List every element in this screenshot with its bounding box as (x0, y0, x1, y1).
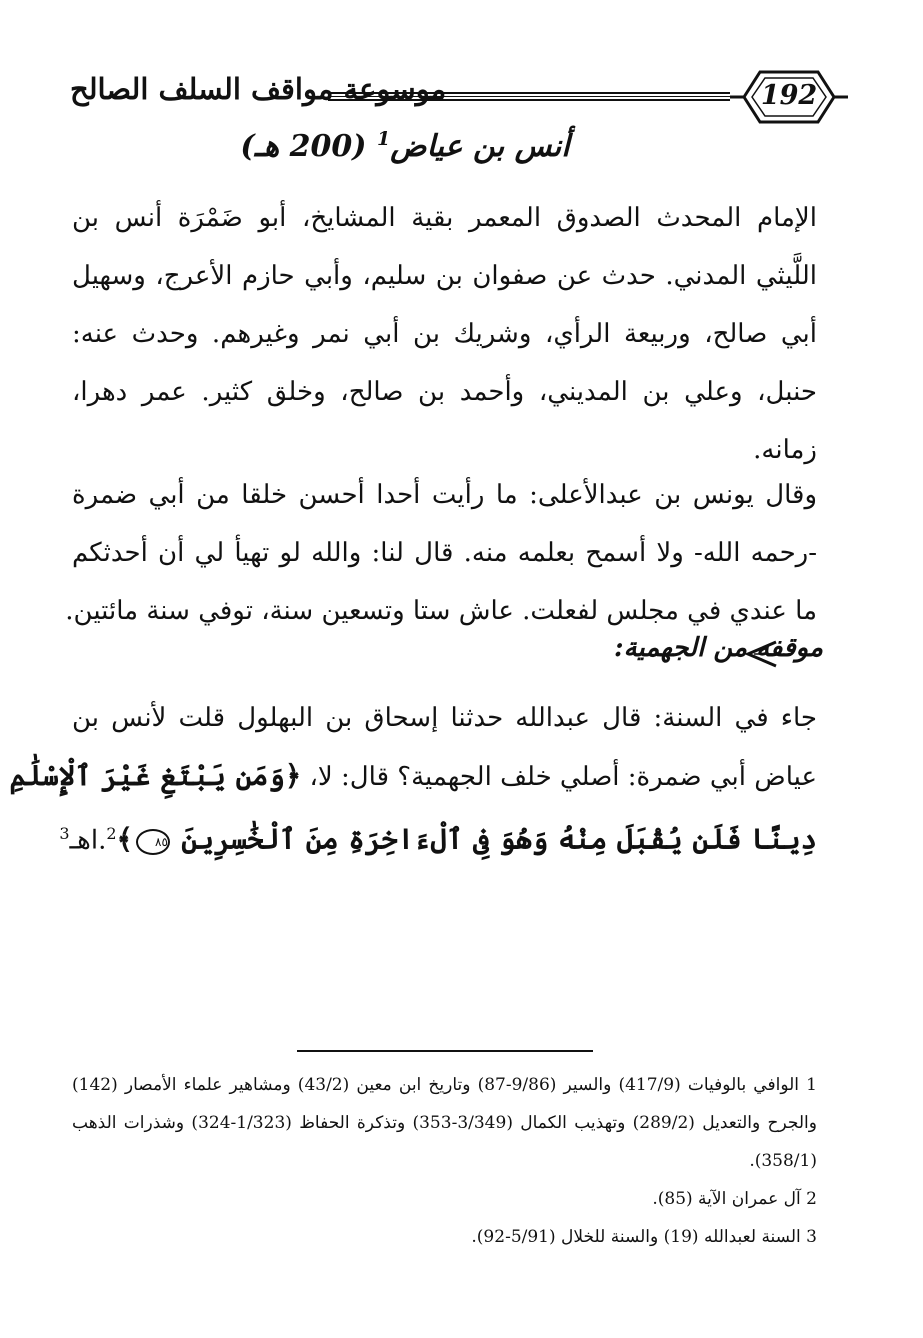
footnotes (72, 1066, 817, 1256)
text-line: -رحمه الله- ولا أسمح بعلمه منه. قال لنا: والله لو تهيأ لي أن أحدثكم (72, 538, 817, 568)
text-line (9, 747, 817, 805)
footnote-separator (297, 1050, 593, 1052)
footnote-line: (358/1). (749, 1151, 817, 1171)
footnote-line: 2 آل عمران الآية (85). (652, 1189, 817, 1209)
end-quote-marker: .اهـ (69, 825, 107, 856)
quote-paragraph (65, 466, 817, 640)
entry-title-date: (200 هـ) (240, 129, 367, 164)
entry-title (240, 128, 570, 164)
title-footnote-ref: 1 (376, 128, 391, 150)
text-line (59, 805, 817, 863)
text-line: وقال يونس بن عبدالأعلى: ما رأيت أحدا أحسن خلقا من أبي ضمرة (72, 480, 817, 510)
section-heading: موقفه من الجهمية: (613, 633, 823, 663)
footnote-line: 1 الوافي بالوفيات (417/9) والسير (9/86-87) وتاريخ ابن معين (43/2) ومشاهير علماء الأمصار (142) (72, 1075, 817, 1095)
page-number: 192 (760, 80, 818, 111)
jahmiyya-paragraph (9, 689, 817, 863)
text-line: حنبل، وعلي بن المديني، وأحمد بن صالح، وخلق كثير. عمر دهرا، (72, 377, 817, 407)
header-rule (328, 92, 730, 101)
text-fragment: عياض أبي ضمرة: أصلي خلف الجهمية؟ قال: لا، (309, 762, 817, 792)
text-line: أبي صالح، وربيعة الرأي، وشريك بن أبي نمر وغيرهم. وحدث عنه: (72, 319, 817, 349)
footnote-ref-2: 2 (106, 824, 117, 843)
text-line: الإمام المحدث الصدوق المعمر بقية المشايخ، أبو ضَمْرَة أنس بن (72, 203, 817, 233)
text-line: اللَّيثي المدني. حدث عن صفوان بن سليم، وأبي حازم الأعرج، وسهيل (72, 261, 817, 291)
running-title: موسوعة مواقف السلف الصالح (70, 72, 447, 106)
quran-close-bracket: ﴾ (116, 822, 133, 856)
footnote-ref-3: 3 (59, 824, 70, 843)
text-line: زمانه. (753, 435, 817, 465)
quran-verse-end: دِينًا فَلَن يُقْبَلَ مِنْهُ وَهُوَ فِى ٱلْءَاخِرَةِ مِنَ ٱلْخَٰسِرِينَ (181, 822, 817, 856)
entry-title-name: أنس بن عياض (390, 129, 570, 164)
footnote-line: والجرح والتعديل (289/2) وتهذيب الكمال (3/349-353) وتذكرة الحفاظ (1/323-324) وشذرات الذهب (72, 1113, 817, 1133)
footnote-line: 3 السنة لعبدالله (19) والسنة للخلال (5/91-92). (471, 1227, 817, 1247)
quran-verse-start: ﴿وَمَن يَبْتَغِ غَيْرَ ٱلْإِسْلَٰمِ (9, 759, 302, 792)
ayah-number-marker: ٨٥ (136, 829, 170, 855)
text-line: جاء في السنة: قال عبدالله حدثنا إسحاق بن البهلول قلت لأنس بن (72, 703, 817, 733)
biography-paragraph (72, 189, 817, 479)
page-number-badge (730, 62, 848, 132)
text-line: ما عندي في مجلس لفعلت. عاش ستا وتسعين سنة، توفي سنة مائتين. (65, 596, 817, 626)
